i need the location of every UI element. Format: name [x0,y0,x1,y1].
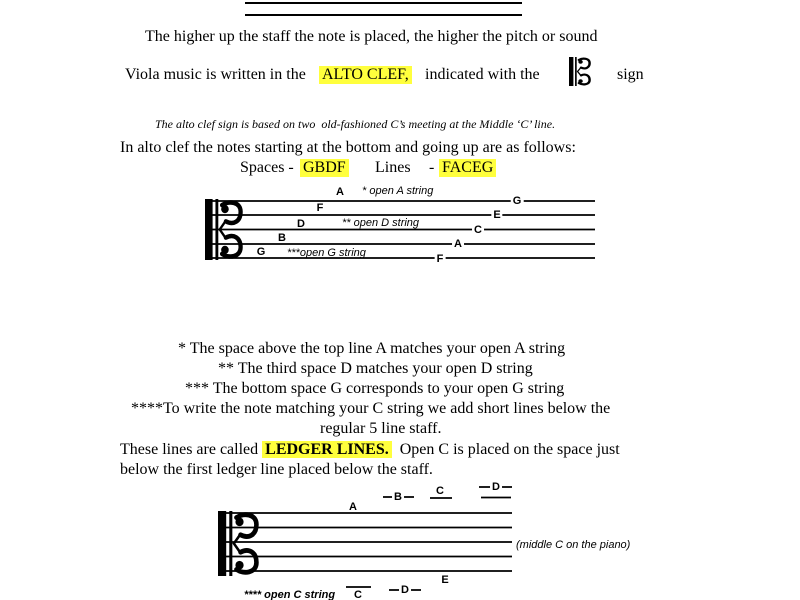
explanation-line: ** The third space D matches your open D string [218,360,533,377]
note-above-label: D [492,481,500,493]
open-a-string-note: * open A string [362,185,434,197]
alto-clef-highlight: ALTO CLEF, [319,66,412,84]
space-note-label: B [278,232,286,244]
intro-line: The higher up the staff the note is placed, the higher the pitch or sound [145,28,598,45]
lines-dash: - [429,159,435,176]
explanation-line: ****To write the note matching your C string we add short lines below the [131,400,611,417]
line-note-label: G [512,195,522,207]
line-note-label: E [493,209,501,221]
line-note-label: A [454,238,462,250]
note-below-label: C [354,589,362,600]
ledger-sentence-start: These lines are called [120,441,263,458]
note-below-label: D [401,584,409,596]
clef-intro-text: Viola music is written in the [125,66,306,83]
clef-intro-text-after: indicated with the [425,66,540,83]
open-d-string-note: ** open D string [342,217,420,229]
clef-note: The alto clef sign is based on two old-fashioned C’s meeting at the Middle ‘C’ line. [155,117,556,131]
staff-2-lines [220,513,512,571]
space-note-label: A [336,186,344,198]
lines-notes-highlight: FACEG [439,159,496,177]
alto-clef-icon [218,511,256,576]
ledger-sentence-end: Open C is placed on the space just [391,441,620,458]
open-g-string-note: ***open G string [287,247,366,259]
note-above-label: B [394,491,402,503]
spaces-label: Spaces - [240,159,294,176]
space-note-label: F [316,202,324,214]
note-below-label: E [441,574,449,586]
ledger-lines-highlight: LEDGER LINES. [262,441,392,458]
note-above-label: A [349,501,357,513]
line-note-label: F [436,253,444,265]
explanation-line: regular 5 line staff. [320,420,442,437]
alto-clef-icon [569,57,590,86]
ledger-lines [346,487,512,590]
middle-c-note: (middle C on the piano) [516,539,631,551]
lines-label: Lines [375,159,411,176]
ledger-sentence [120,441,620,459]
note-above-label: C [436,485,444,497]
spaces-notes-highlight: GBDF [300,159,349,177]
order-intro: In alto clef the notes starting at the bottom and going up are as follows: [120,139,576,156]
line-note-label: C [474,224,482,236]
explanation-line: *** The bottom space G corresponds to your open G string [185,380,565,397]
open-c-string-note: **** open C string [244,589,336,600]
space-note-label: D [297,218,305,230]
explanation-line: * The space above the top line A matches your open A string [178,340,566,357]
ledger-sentence-continued: below the first ledger line placed below the staff. [120,461,433,478]
space-note-label: G [256,246,266,258]
sign-word: sign [617,66,644,83]
